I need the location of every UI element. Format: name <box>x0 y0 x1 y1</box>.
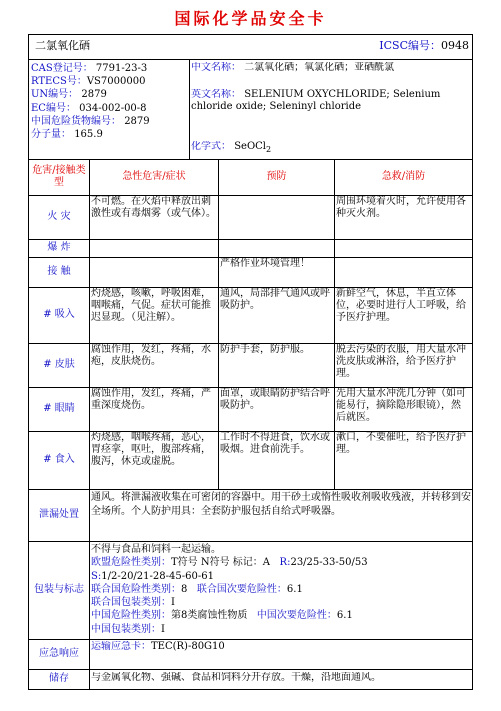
formula-sub: 2 <box>266 145 272 154</box>
cn-class-label: 中国危险性类别： <box>91 610 171 622</box>
row-aid-ingestion: 漱口，不要催吐，给予医疗护理。 <box>336 432 466 455</box>
row-type-explosion: 爆 炸 <box>47 242 71 253</box>
row-type-inhalation: # 吸入 <box>43 309 75 320</box>
cn-number-label: 中国危险货物编号： <box>31 115 121 127</box>
eu-class-value: T符号 N符号 标记：A <box>171 557 270 569</box>
cn-number-value: 2879 <box>124 115 150 127</box>
cas-value: 7791-23-3 <box>95 63 148 74</box>
un-value: 2879 <box>81 89 107 101</box>
un-pack-label: 联合国包装类别： <box>91 597 171 609</box>
emergency-card-label: 运输应急卡： <box>91 641 151 652</box>
row-type-skin: # 皮肤 <box>43 359 75 370</box>
en-name <box>191 89 469 117</box>
cn-class-value: 第8类腐蚀性物质 <box>171 610 248 622</box>
row-prevent-fire <box>220 196 333 239</box>
col-aid-header: 急救/消防 <box>381 171 426 182</box>
row-prevent-inhalation: 通风，局部排气通风或呼吸防护。 <box>220 288 330 311</box>
row-symptom-skin: 腐蚀作用，发红，疼痛，水疱，皮肤烧伤。 <box>91 344 211 367</box>
id-left-block <box>31 62 191 158</box>
row-aid-fire: 周围环境着火时，允许使用各种灭火剂。 <box>336 196 466 219</box>
un-sub-value: 6.1 <box>286 583 303 595</box>
row-prevent-eyes: 面罩，或眼睛防护结合呼吸防护。 <box>220 388 330 411</box>
icsc-label: ICSC编号： <box>379 40 441 52</box>
row-type-contact: 接 触 <box>47 266 71 277</box>
row-type-ingestion: # 食入 <box>43 454 75 465</box>
formula-main: SeOCl <box>234 141 267 152</box>
row-prevent-contact: 严格作业环境管理！ <box>220 258 310 269</box>
ec-label: EC编号： <box>31 102 76 114</box>
un-pack-value: I <box>171 597 175 609</box>
cn-sub-label: 中国次要危险性： <box>256 610 337 622</box>
col-type-header: 危害/接触类型 <box>32 165 86 188</box>
en-name-value: SELENIUM OXYCHLORIDE; Selenium chloride oxide; Seleninyl chloride <box>191 89 441 112</box>
eu-class-label: 欧盟危险性类别： <box>91 557 171 569</box>
cn-pack-value: I <box>161 623 165 635</box>
cn-sub-value: 6.1 <box>336 610 353 622</box>
icsc-value: 0948 <box>441 40 469 52</box>
row-symptom-eyes: 腐蚀作用，发红，疼痛，严重深度烧伤。 <box>91 388 211 411</box>
row-aid-inhalation: 新鲜空气，休息，半直立体位，必要时进行人工呼吸，给予医疗护理。 <box>336 288 466 323</box>
r-label: R: <box>279 557 291 569</box>
row-aid-skin: 脱去污染的衣服，用大量水冲洗皮肤或淋浴，给予医疗护理。 <box>336 344 466 379</box>
cas-label: CAS登记号： <box>31 63 93 74</box>
row-symptom-inhalation: 灼烧感，咳嗽，呼吸困难，咽喉痛，气促。症状可能推迟显现。（见注解）。 <box>91 288 211 323</box>
un-label: UN编号： <box>31 89 79 101</box>
pack-label: 包装与标志 <box>34 584 84 595</box>
rtecs-label: RTECS号： <box>31 76 87 88</box>
formula <box>191 141 469 157</box>
un-class-value: 8 <box>181 583 188 595</box>
row-type-fire: 火 灾 <box>47 211 71 222</box>
storage-label: 储存 <box>49 673 69 684</box>
row-symptom-fire: 不可燃。在火焰中释放出刺激性或有毒烟雾（或气体）。 <box>91 196 216 219</box>
row-prevent-skin: 防护手套，防护服。 <box>220 344 310 355</box>
rtecs-value: VS7000000 <box>86 76 146 88</box>
spill-text: 通风。将泄漏液收集在可密闭的容器中。用干砂土或惰性吸收剂吸收残液，并转移到安全场所。个人防护用具：全套防护服包括自给式呼吸器。 <box>91 492 471 517</box>
row-symptom-ingestion: 灼烧感，咽喉疼痛，恶心，胃痉挛，呕吐，腹部疼痛，腹泻，休克或虚脱。 <box>91 432 211 467</box>
row-type-eyes: # 眼睛 <box>43 403 75 414</box>
storage-text: 与金属氧化物、强碱、食品和饲料分开存放。干燥，沿地面通风。 <box>91 672 381 683</box>
pack-block <box>91 543 471 639</box>
en-name-label: 英文名称： <box>191 89 241 100</box>
un-class-label: 联合国危险性类别： <box>91 583 181 595</box>
zh-name-value: 二氯氧化硒；氧氯化硒；亚硒酰氯 <box>244 62 395 73</box>
safety-card <box>28 34 473 690</box>
col-prevent-header: 预防 <box>266 171 287 182</box>
emergency-label: 应急响应 <box>39 648 79 659</box>
emergency-card-value: TEC(R)-80G10 <box>151 641 225 652</box>
row-prevent-ingestion: 工作时不得进食，饮水或吸烟。进食前洗手。 <box>220 432 330 455</box>
s-value: 1/2-20/21-28-45-60-61 <box>101 570 214 582</box>
col-symptom-header: 急性危害/症状 <box>122 171 186 182</box>
un-sub-label: 联合国次要危险性： <box>196 583 287 595</box>
s-label: S: <box>91 570 102 582</box>
mw-label: 分子量： <box>31 129 71 141</box>
r-value: 23/25-33-50/53 <box>290 557 368 569</box>
card-title: 国际化学品安全卡 <box>174 9 327 28</box>
mw-value: 165.9 <box>74 129 103 141</box>
icsc-number <box>329 40 469 54</box>
pack-line1: 不得与食品和饲料一起运输。 <box>91 544 221 555</box>
row-aid-eyes: 先用大量水冲洗几分钟（如可能易行，摘除隐形眼镜），然后就医。 <box>336 388 466 423</box>
zh-name <box>191 62 471 76</box>
chemical-name: 二氯氧化硒 <box>35 40 90 52</box>
ec-value: 034-002-00-8 <box>79 102 147 114</box>
emergency-card <box>91 641 471 667</box>
spill-label: 泄漏处置 <box>39 509 79 520</box>
formula-label: 化学式： <box>191 141 231 152</box>
zh-name-label: 中文名称： <box>191 62 241 73</box>
cn-pack-label: 中国包装类别： <box>91 623 161 635</box>
